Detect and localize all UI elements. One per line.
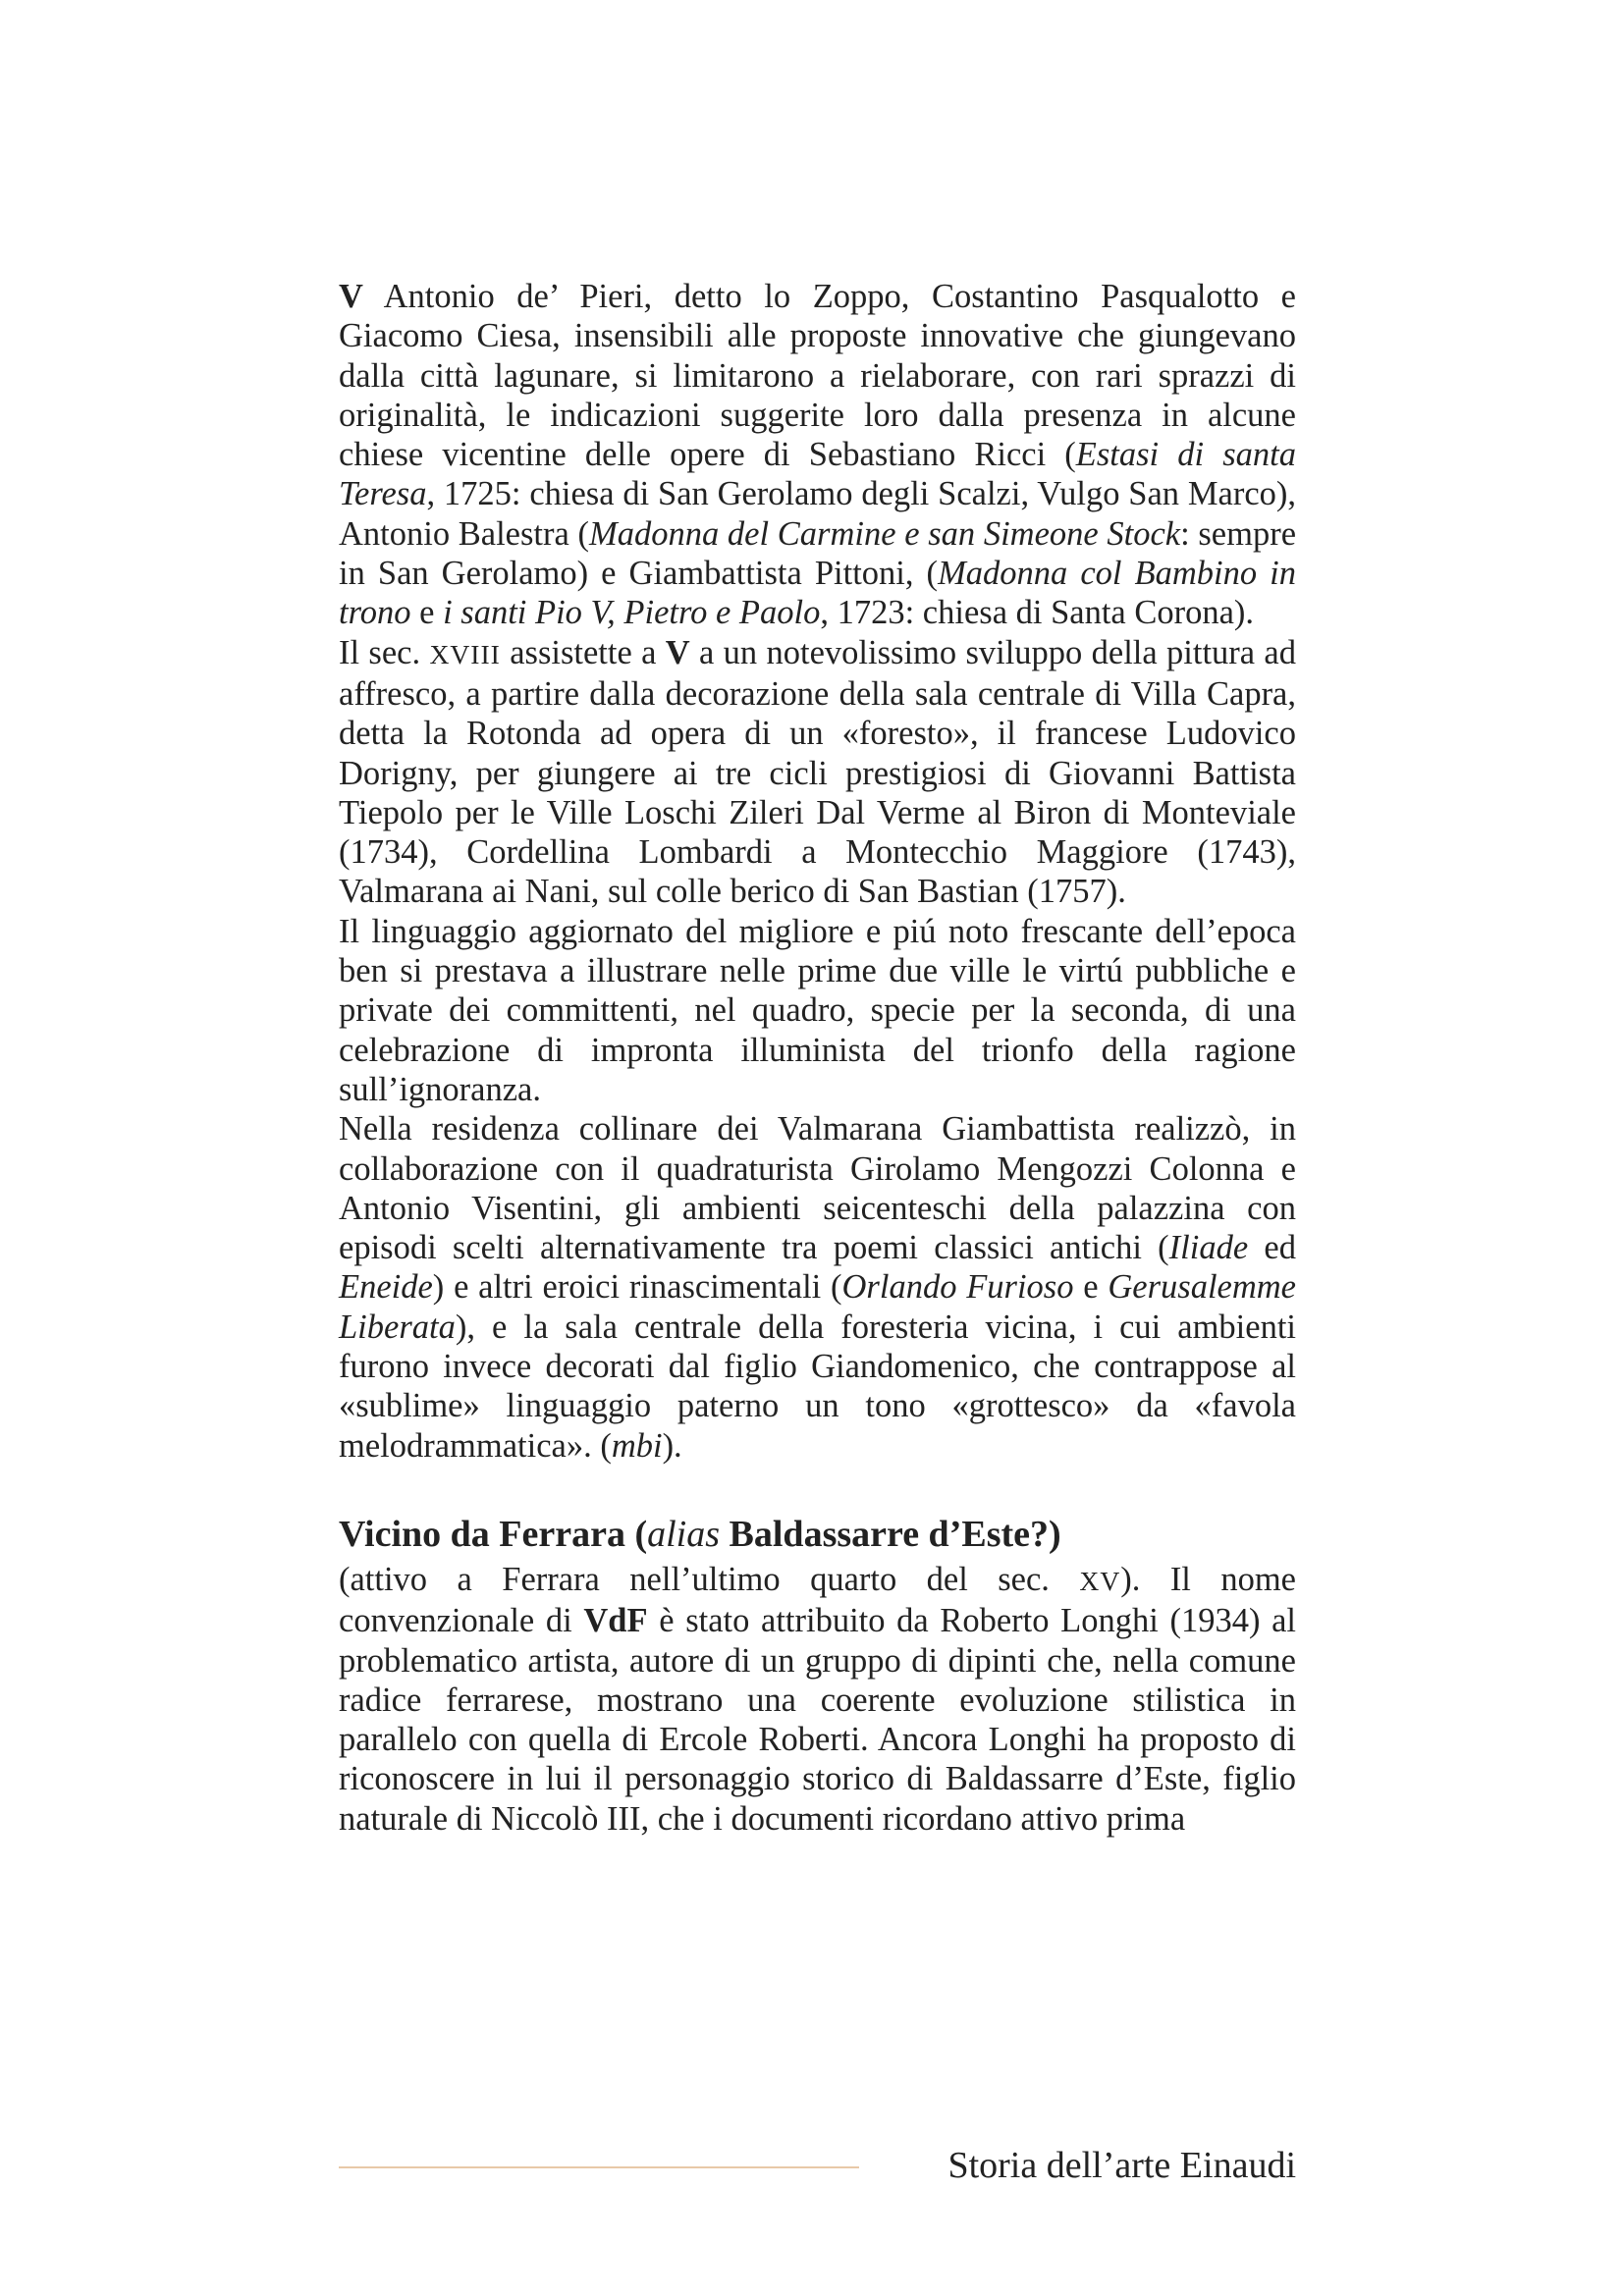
paragraph-valmarana [339,1109,1296,1466]
artwork-title: Gerusalemme Liberata [339,1268,1296,1346]
entry-abbreviation: VdF [583,1602,648,1640]
text-run: assistette a [500,633,666,671]
text-run: Nella residenza collinare dei Valmarana Giambattista realizzò, in collaborazione con il quadraturista Girolamo Mengozzi Colonna e Antonio Visentini, gli ambienti seicenteschi della palazzina con episodi scelti alternativamente tra poemi classici antichi ( [339,1110,1296,1267]
text-run: : sempre in San Gerolamo) e Giambattista Pittoni, ( [339,514,1297,593]
century-numeral: XVIII [429,638,501,669]
page-footer [339,2142,1296,2189]
entry-heading-name: Vicino da Ferrara [339,1513,625,1555]
text-run: (attivo a Ferrara nell’ultimo quarto del sec. [339,1560,1080,1598]
text-run: , 1725: chiesa di San Gerolamo degli Scalzi, Vulgo San Marco), Antonio Balestra ( [339,475,1296,553]
text-run: ), e la sala centrale della foresteria vicina, i cui ambienti furono invece decorati dal figlio Giandomenico, che contrappose al «sublime» linguaggio paterno un tono «grottesco» da «favola melodrammatica». ( [339,1308,1296,1465]
century-numeral: XV [1079,1565,1121,1596]
author-initials: mbi [611,1426,663,1465]
paragraph-painters [339,277,1296,633]
paragraph-vicino [339,1560,1296,1839]
footer-label: Storia dell’arte Einaudi [947,2145,1296,2186]
text-run: , 1723: chiesa di Santa Corona). [820,594,1255,632]
text-run: ). Il nome convenzionale di [339,1560,1296,1640]
text-run: ). [662,1426,682,1465]
text-run: ) e altri eroici rinascimentali ( [432,1268,842,1307]
artwork-title: Eneide [339,1268,433,1307]
text-run: è stato attribuito da Roberto Longhi (1934) al problematico artista, autore di un gruppo di dipinti che, nella comune radice ferrarese, mostrano una coerente evoluzione stilistica in parallelo con quella di Ercole Roberti. Ancora Longhi ha proposto di riconoscere in lui il personaggio storico di Baldassarre d’Este, figlio naturale di Niccolò III, che i documenti ricordano attivo prima [339,1602,1296,1838]
entry-heading-paren: ( [624,1513,648,1555]
artwork-title: Estasi di santa Teresa [339,436,1296,513]
artwork-title: Orlando Furioso [841,1268,1074,1307]
footer-rule [339,2166,859,2168]
text-run: Antonio de’ Pieri, detto lo Zoppo, Costantino Pasqualotto e Giacomo Ciesa, insensibili alle proposte innovative che giungevano dalla città lagunare, si limitarono a rielaborare, con rari sprazzi di originalità, le indicazioni suggerite loro dalla presenza in alcune chiese vicentine delle opere di Sebastiano Ricci ( [339,278,1296,474]
artwork-title: Madonna del Carmine e san Simeone Stock [589,514,1181,553]
text-run: Il sec. [339,633,430,671]
page-body [339,277,1296,1839]
text-run: e [410,594,444,632]
artwork-title: Madonna col Bambino in trono [339,555,1296,632]
text-run: e [1073,1268,1109,1307]
entry-heading-alias: alias [647,1513,721,1555]
text-run: a un notevolissimo sviluppo della pittura ad affresco, a partire dalla decorazione della sala centrale di Villa Capra, detta la Rotonda ad opera di un «foresto», il francese Ludovico Dorigny, per giungere ai tre cicli prestigiosi di Giovanni Battista Tiepolo per le Ville Loschi Zileri Dal Verme al Biron di Monteviale (1734), Cordellina Lombardi a Montecchio Maggiore (1743), Valmarana ai Nani, sul colle berico di San Bastian (1757). [339,633,1296,911]
artwork-title: i santi Pio V, Pietro e Paolo [443,594,821,632]
entry-heading-rest: Baldassarre d’Este?) [720,1513,1061,1555]
entry-initial: V [339,278,363,315]
paragraph-language: Il linguaggio aggiornato del migliore e piú noto frescante dell’epoca ben si prestava a illustrare nelle prime due ville le virtú pubbliche e private dei committenti, nel quadro, specie per la seconda, di una celebrazione di impronta illuminista del trionfo della ragione sull’ignoranza. [339,912,1296,1108]
artwork-title: Iliade [1168,1229,1249,1267]
text-run: ed [1248,1229,1296,1267]
entry-initial: V [665,633,690,671]
entry-heading [339,1513,1296,1556]
paragraph-frescoes [339,633,1296,912]
